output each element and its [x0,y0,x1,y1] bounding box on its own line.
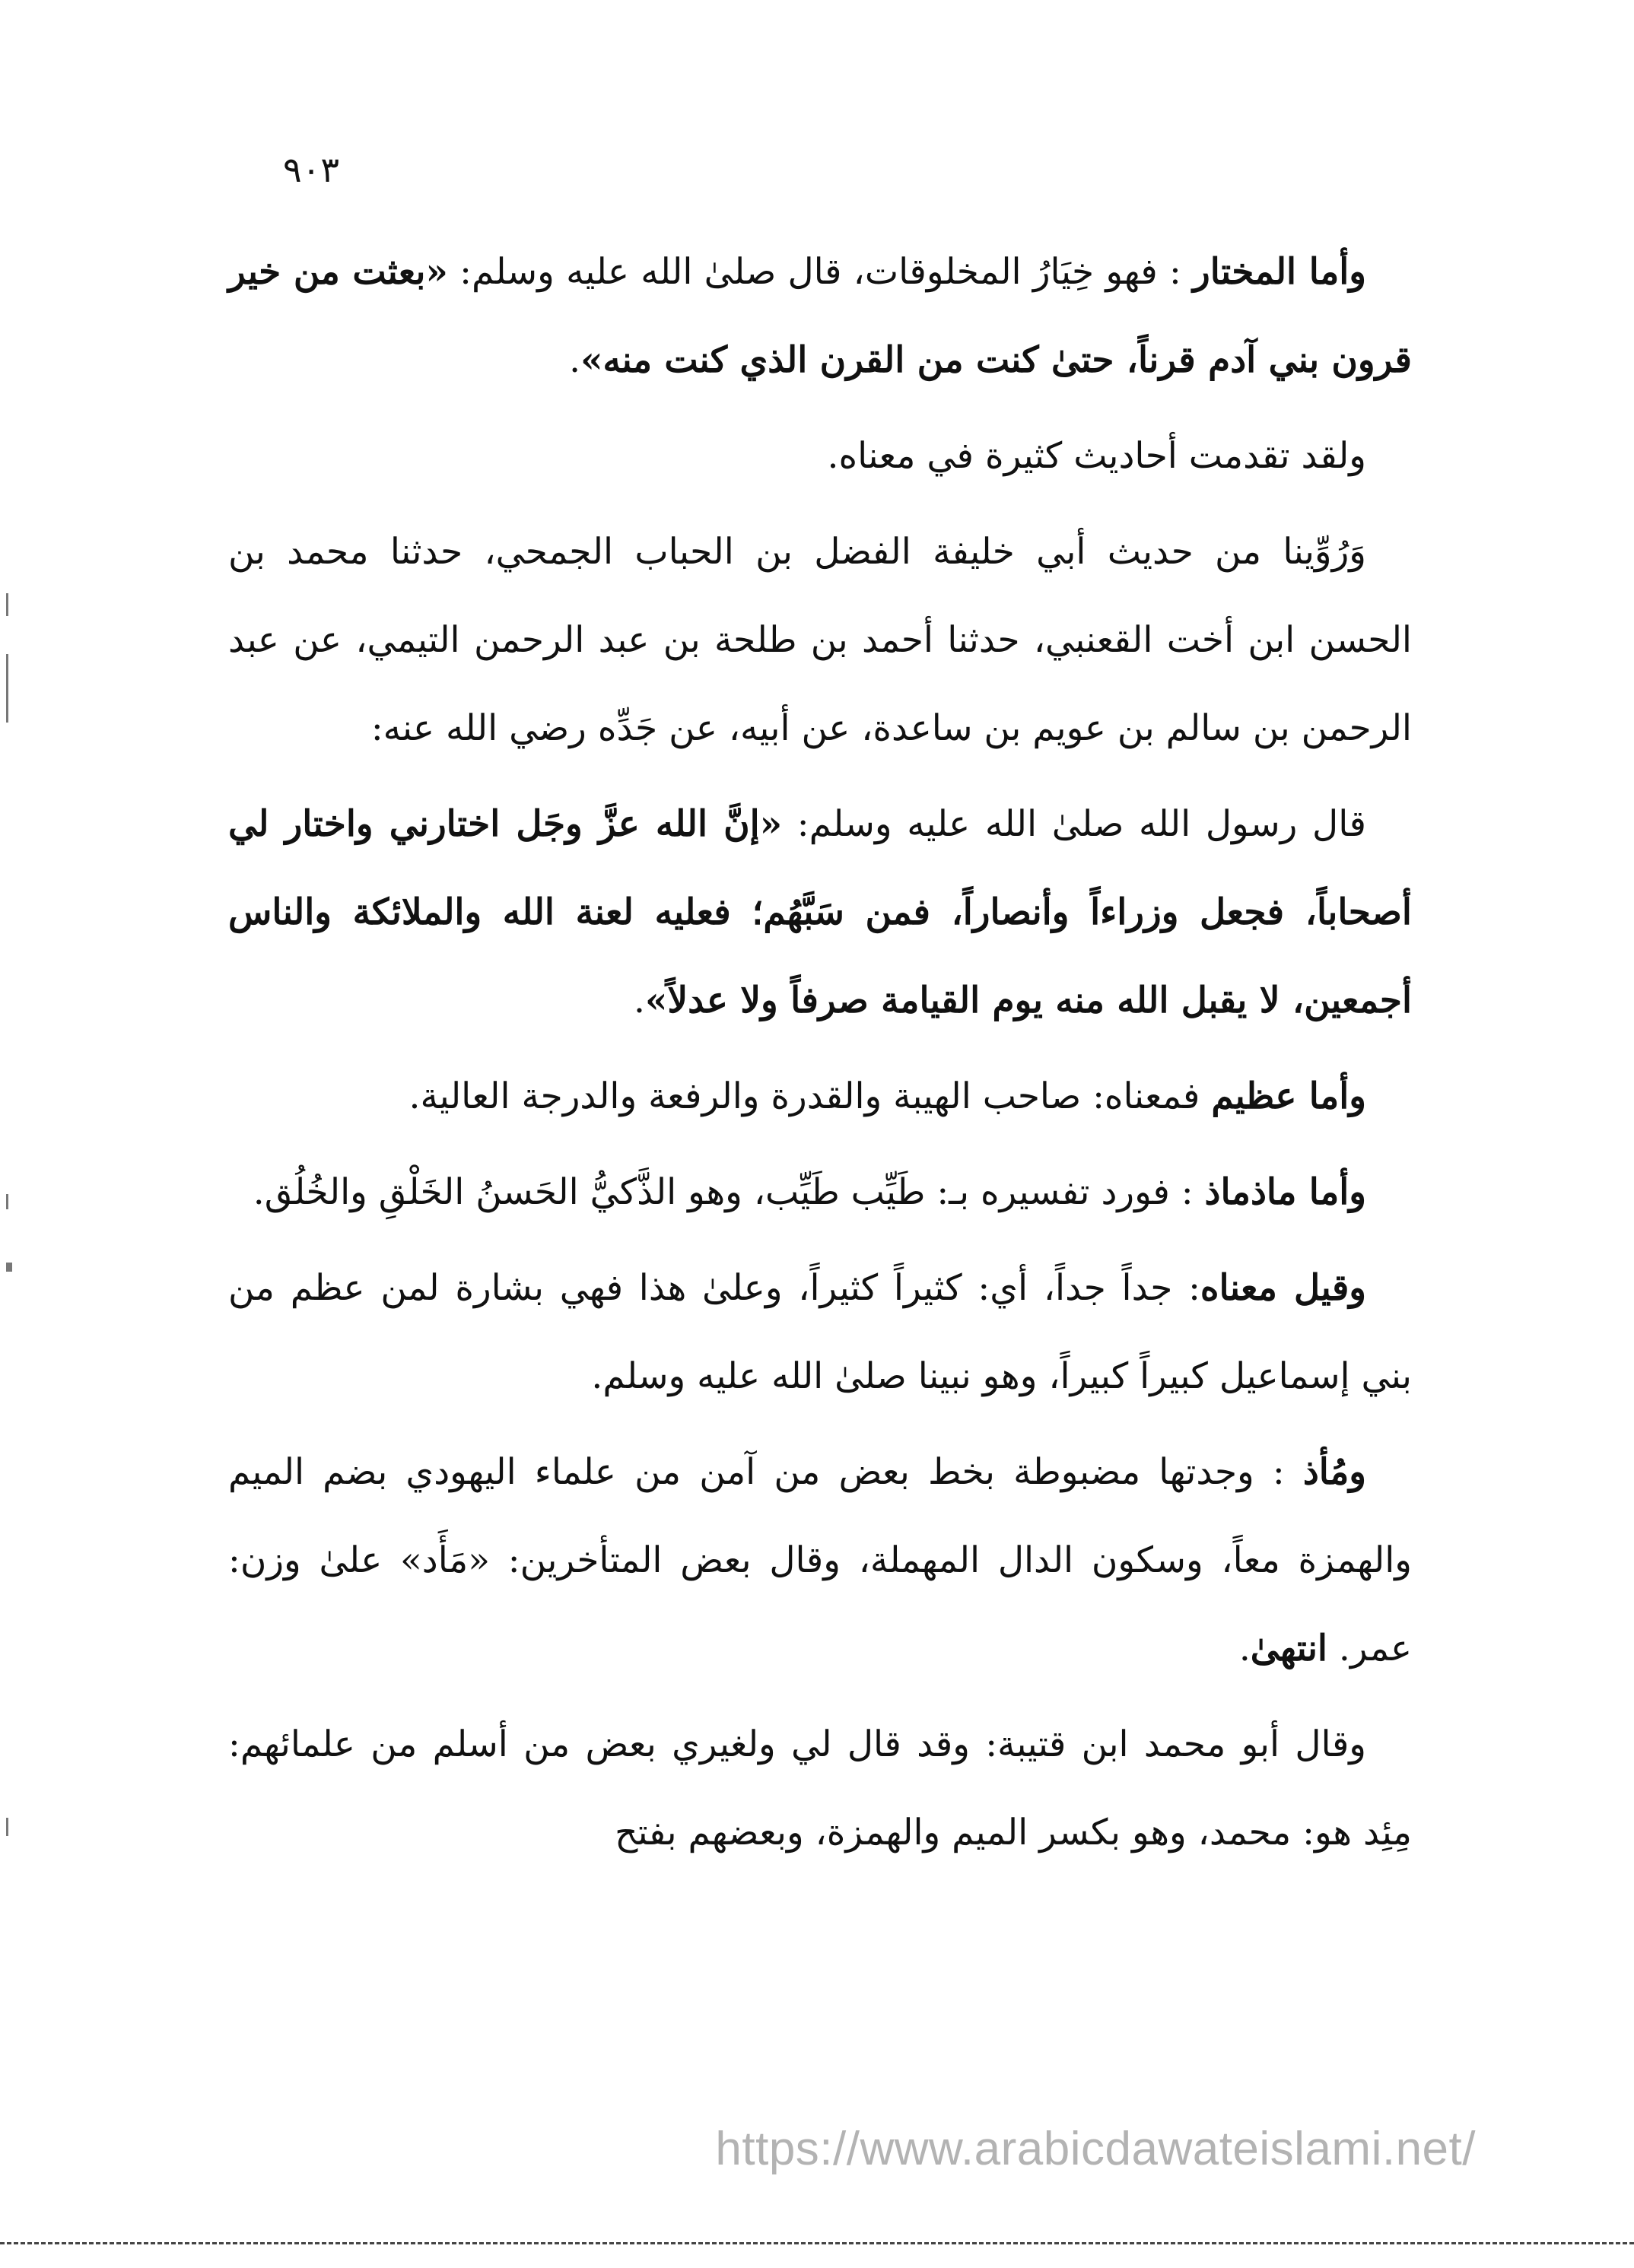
paragraph-text: وقال أبو محمد ابن قتيبة: وقد قال لي ولغيري بعض من أسلم من علمائهم: مِئِد هو: محمد، وهو بكسر الميم والهمزة، وبعضهم بفتح [228,1723,1412,1853]
main-text [228,228,1412,1885]
hadith-quote: «بعثت من خير قرون بني آدم قرناً، حتىٰ كنت من القرن الذي كنت منه» [228,251,1412,381]
paragraph-text: : فهو خِيَارُ المخلوقات، قال صلىٰ الله عليه وسلم: [447,251,1194,293]
scan-edge-mark [6,593,8,616]
paragraph-ibn-qutayba [228,1701,1412,1877]
scan-edge-mark [6,1194,8,1209]
intaha-word: انتهىٰ [1250,1628,1327,1669]
term-heading: وقيل معناه [1200,1267,1366,1309]
paragraph-text: : فورد تفسيره بـ: طَيِّب طَيِّب، وهو الذَّكيُّ الحَسنُ الخَلْقِ والخُلُق. [253,1171,1205,1213]
paragraph-text: فمعناه: صاحب الهيبة والقدرة والرفعة والدرجة العالية. [408,1075,1212,1117]
scan-bottom-edge [0,2242,1634,2244]
watermark-url: https://www.arabicdawateislami.net/ [715,2123,1476,2175]
term-heading: وأما عظيم [1211,1075,1366,1117]
page-number: ٩٠٣ [283,149,340,190]
hadith-quote: «إنَّ الله عزَّ وجَل اختارني واختار لي أصحاباً، فجعل وزراءاً وأنصاراً، فمن سَبَّهُم؛ فعليه لعنة الله والملائكة والناس أجمعين، لا يقبل الله منه يوم القيامة صرفاً ولا عدلاً» [228,803,1412,1021]
paragraph-madhmadh [228,1148,1412,1237]
paragraph-tail: . [1238,1628,1251,1669]
paragraph-tail: . [634,980,645,1021]
paragraph-text: قال رسول الله صلىٰ الله عليه وسلم: [782,803,1366,845]
paragraph-qila [228,1244,1412,1421]
paragraph-azim [228,1053,1412,1141]
scan-edge-mark [6,654,8,723]
paragraph-text: وَرُوِّينا من حديث أبي خليفة الفضل بن الحباب الجمحي، حدثنا محمد بن الحسن ابن أخت القعنبي، حدثنا أحمد بن طلحة بن عبد الرحمن التيمي، عن عبد الرحمن بن سالم بن عويم بن ساعدة، عن أبيه، عن جَدِّه رضي الله عنه: [228,531,1412,749]
scan-edge-mark [6,1818,8,1836]
paragraph-text: : جداً جداً، أي: كثيراً كثيراً، وعلىٰ هذا فهي بشارة لمن عظم من بني إسماعيل كبيراً كبيراً، وهو نبينا صلىٰ الله عليه وسلم. [228,1267,1412,1397]
paragraph-tail: . [569,339,581,381]
paragraph-text: : وجدتها مضبوطة بخط بعض من آمن من علماء اليهودي بضم الميم والهمزة معاً، وسكون الدال المهملة، وقال بعض المتأخرين: «مَأَد» علىٰ وزن: عمر. [228,1451,1412,1669]
paragraph-text: ولقد تقدمت أحاديث كثيرة في معناه. [827,435,1366,477]
term-heading: ومُأذ [1302,1451,1366,1493]
scan-edge-mark [6,1263,12,1272]
paragraph-isnad [228,508,1412,773]
term-heading: وأما ماذماذ [1204,1171,1366,1213]
paragraph-ahadith [228,412,1412,500]
term-heading: وأما المختار [1193,251,1367,293]
paragraph-mukhtar [228,228,1412,405]
paragraph-muadh [228,1428,1412,1693]
paragraph-hadith [228,780,1412,1045]
